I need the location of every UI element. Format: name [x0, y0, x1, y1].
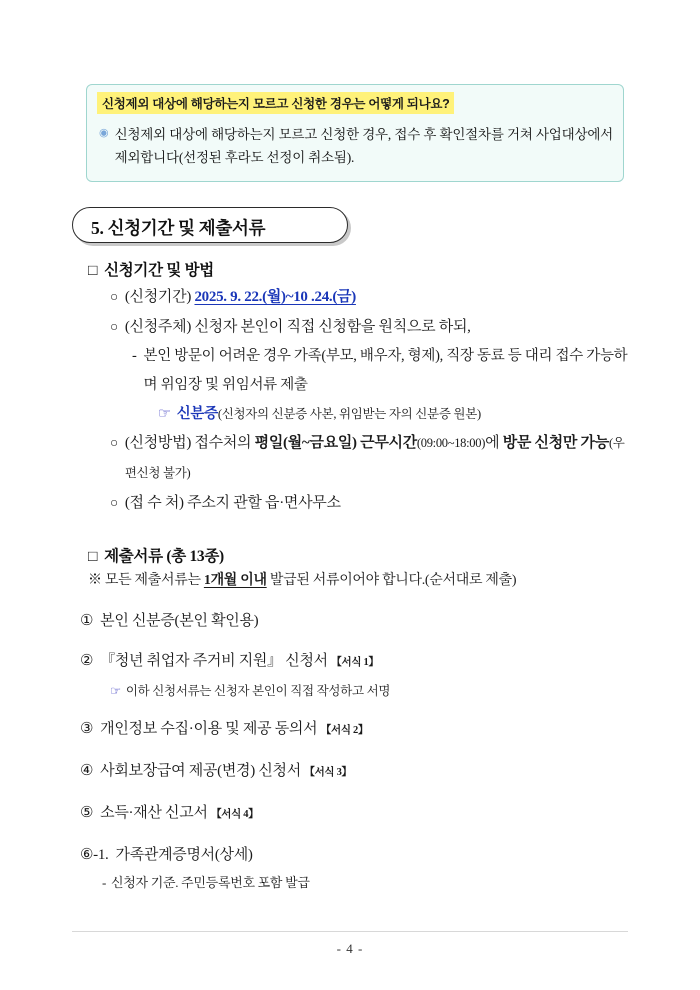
footer-divider [72, 931, 628, 932]
page-number: - 4 - [336, 941, 364, 956]
qa-answer: 신청제외 대상에 해당하는지 모르고 신청한 경우, 접수 후 확인절차를 거쳐 사업대상에서 제외합니다(선정된 후라도 선정이 취소됨). [114, 127, 613, 165]
number-marker-3: ③ [80, 721, 94, 737]
list-item [132, 342, 632, 400]
apply-method-visit-detail: (우편신청 불가) [124, 436, 625, 480]
form-tag: 【서식 4】 [211, 809, 259, 820]
document-title: 사회보장급여 제공(변경) 신청서 [100, 763, 301, 779]
list-item-body [177, 400, 481, 428]
dash-marker-icon: - [132, 348, 137, 364]
number-marker-2: ② [80, 653, 94, 669]
document-subnote [102, 872, 632, 894]
form-tag: 【서식 2】 [320, 725, 369, 736]
subsection-documents [72, 544, 632, 894]
asterisk-marker-icon: ※ [88, 573, 102, 588]
document-title: 소득·재산 신고서 [100, 805, 208, 821]
section-heading-pill [72, 207, 348, 243]
form-tag: 【서식 3】 [304, 767, 352, 778]
list-item [110, 428, 632, 488]
document-title: 가족관계증명서(상세) [115, 847, 253, 863]
apply-method-hours: 평일(월~금요일) 근무시간 [254, 435, 417, 451]
list-item [110, 282, 632, 312]
apply-method-prefix: (신청방법) 접수처의 [124, 435, 255, 451]
qa-question: 신청제외 대상에 해당하는지 모르고 신청한 경우는 어떻게 되나요? [97, 92, 454, 114]
square-bullet-icon: □ [88, 548, 98, 565]
document-title: 본인 신분증(본인 확인용) [100, 613, 259, 629]
document-title: 『청년 취업자 주거비 지원』 신청서 [100, 653, 328, 669]
circle-marker-icon: ○ [110, 495, 118, 510]
subsection-heading-text: 제출서류 (총 13종) [104, 548, 224, 565]
documents-note-highlight: 1개월 이내 [203, 573, 267, 588]
id-card-keyword: 신분증 [176, 406, 218, 422]
subsection-heading-documents [88, 544, 632, 566]
section-heading-text: 5. 신청기간 및 제출서류 [91, 218, 266, 238]
application-period-value: 2025. 9. 22.(월)~10 .24.(금) [194, 289, 356, 305]
list-item-body [125, 428, 632, 488]
square-bullet-icon: □ [88, 262, 98, 279]
subsection-heading-text: 신청기간 및 방법 [104, 262, 214, 279]
document-subnote [110, 680, 632, 702]
apply-method-hours-detail: (09:00~18:00) [416, 436, 486, 450]
list-item [80, 758, 632, 786]
documents-note [88, 568, 632, 594]
qa-answer-row [97, 123, 613, 169]
form-tag: 【서식 1】 [331, 657, 379, 668]
list-item-body: (접 수 처) 주소지 관할 읍·면사무소 [124, 495, 341, 511]
list-item [110, 312, 632, 342]
qa-callout-box [86, 84, 624, 182]
circle-marker-icon: ○ [110, 435, 118, 450]
list-item [80, 608, 632, 634]
documents-note-pre: 모든 제출서류는 [104, 573, 204, 588]
circle-marker-icon: ○ [110, 289, 118, 304]
dash-marker-icon: - [102, 875, 107, 890]
documents-note-post: 발급된 서류이어야 합니다.(순서대로 제출) [266, 573, 517, 588]
document-subnote-text: 이하 신청서류는 신청자 본인이 직접 작성하고 서명 [125, 684, 391, 698]
apply-method-mid: 에 [485, 435, 503, 451]
circle-marker-icon: ○ [110, 319, 118, 334]
list-item [158, 400, 632, 428]
circle-bullet-icon: ◉ [99, 127, 109, 139]
number-marker-1: ① [80, 613, 94, 629]
list-item-body: (신청주체) 신청자 본인이 직접 신청함을 원칙으로 하되, [124, 319, 471, 335]
list-item [110, 488, 632, 518]
number-marker-6-1: ⑥-1. [80, 847, 109, 863]
subsection-heading-application-period [88, 258, 632, 280]
pointing-hand-icon: ☞ [158, 406, 171, 422]
document-title: 개인정보 수집·이용 및 제공 동의서 [100, 721, 318, 737]
list-item [80, 648, 632, 676]
apply-method-visit: 방문 신청만 가능 [502, 435, 609, 451]
list-item [80, 842, 632, 868]
list-item-body: 본인 방문이 어려운 경우 가족(부모, 배우자, 형제), 직장 동료 등 대리 접수 가능하며 위임장 및 위임서류 제출 [143, 348, 628, 393]
document-subnote-text: 신청자 기준. 주민등록번호 포함 발급 [111, 875, 310, 890]
number-marker-4: ④ [80, 763, 94, 779]
id-card-detail: (신청자의 신분증 사본, 위임받는 자의 신분증 원본) [217, 407, 481, 421]
application-period-label: (신청기간) [124, 289, 192, 305]
list-item [80, 800, 632, 828]
document-content [72, 258, 632, 894]
number-marker-5: ⑤ [80, 805, 94, 821]
pointing-hand-icon: ☞ [110, 684, 121, 698]
list-item-body [125, 282, 632, 312]
list-item [80, 716, 632, 744]
